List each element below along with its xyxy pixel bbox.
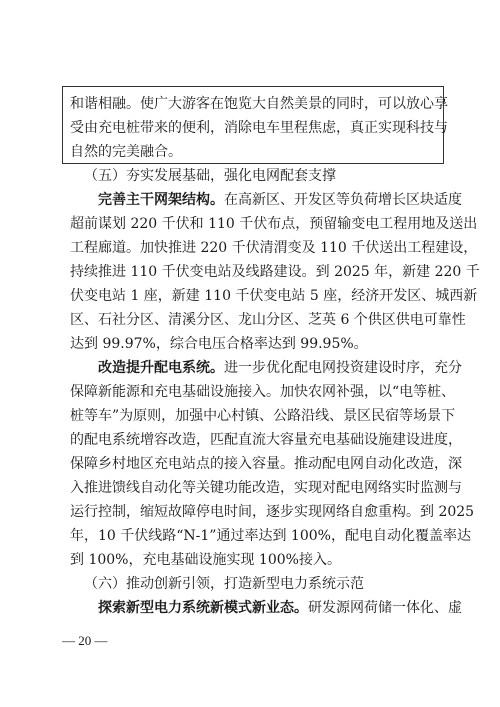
paragraph-3-rest: 研发源网荷储一体化、虚 bbox=[308, 600, 462, 616]
page-number: — 20 — bbox=[62, 633, 108, 648]
paragraph-1-line-6: 区、石社分区、清溪分区、龙山分区、芝英 6 个供区供电可靠性 bbox=[70, 312, 466, 328]
paragraph-1-line-7: 达到 99.97%，综合电压合格率达到 99.95%。 bbox=[70, 336, 368, 352]
paragraph-2-line-1: 进一步优化配电网投资建设时序，充分 bbox=[224, 360, 462, 376]
paragraph-1-line-2: 超前谋划 220 千伏和 110 千伏布点，预留输变电工程用地及送出 bbox=[70, 216, 478, 232]
paragraph-1-line-5: 伏变电站 1 座，新建 110 千伏变电站 5 座，经济开发区、城西新 bbox=[70, 288, 478, 304]
paragraph-1-line-4: 持续推进 110 千伏变电站及线路建设。到 2025 年，新建 220 千 bbox=[70, 264, 480, 280]
paragraph-2-line-5: 保障乡村地区充电站点的接入容量。推动配电网自动化改造，深 bbox=[70, 456, 462, 472]
box-line-3: 自然的完美融合。 bbox=[70, 144, 182, 160]
paragraph-2-line-2: 保障新能源和充电基础设施接入。加快农网补强，以“电等桩、 bbox=[70, 384, 456, 400]
paragraph-1-first-line bbox=[70, 188, 462, 212]
paragraph-2-line-9: 到 100%，充电基础设施实现 100%接入。 bbox=[70, 552, 341, 568]
section-heading-6: （六）推动创新引领，打造新型电力系统示范 bbox=[84, 576, 364, 592]
paragraph-2-line-8: 年，10 千伏线路“N-1”通过率达到 100%，配电自动化覆盖率达 bbox=[70, 528, 471, 544]
paragraph-2-lead: 改造提升配电系统。 bbox=[98, 360, 224, 376]
paragraph-2-line-3: 桩等车”为原则，加强中心村镇、公路沿线、景区民宿等场景下 bbox=[70, 408, 456, 424]
paragraph-2-line-4: 的配电系统增容改造，匹配直流大容量充电基础设施建设进度， bbox=[70, 432, 462, 448]
paragraph-1-lead: 完善主干网架结构。 bbox=[98, 192, 224, 208]
paragraph-2-line-7: 运行控制，缩短故障停电时间，逐步实现网络自愈重构。到 2025 bbox=[70, 504, 475, 520]
main-text bbox=[70, 164, 480, 620]
paragraph-2-first-line bbox=[70, 356, 462, 380]
box-line-1: 和谐相融。使广大游客在饱览大自然美景的同时，可以放心享 bbox=[70, 96, 448, 112]
paragraph-3-lead: 探索新型电力系统新模式新业态。 bbox=[98, 600, 308, 616]
paragraph-3-first-line bbox=[70, 596, 462, 620]
paragraph-1-line-3: 工程廊道。加快推进 220 千伏清渭变及 110 千伏送出工程建设， bbox=[70, 240, 478, 256]
paragraph-2-line-6: 入推进馈线自动化等关键功能改造，实现对配电网络实时监测与 bbox=[70, 480, 462, 496]
box-line-2: 受由充电桩带来的便利，消除电车里程焦虑，真正实现科技与 bbox=[70, 120, 448, 136]
section-heading-5: （五）夯实发展基础，强化电网配套支撑 bbox=[84, 168, 336, 184]
paragraph-1-line-1: 在高新区、开发区等负荷增长区块适度 bbox=[224, 192, 462, 208]
bordered-textbox-content bbox=[70, 92, 448, 164]
